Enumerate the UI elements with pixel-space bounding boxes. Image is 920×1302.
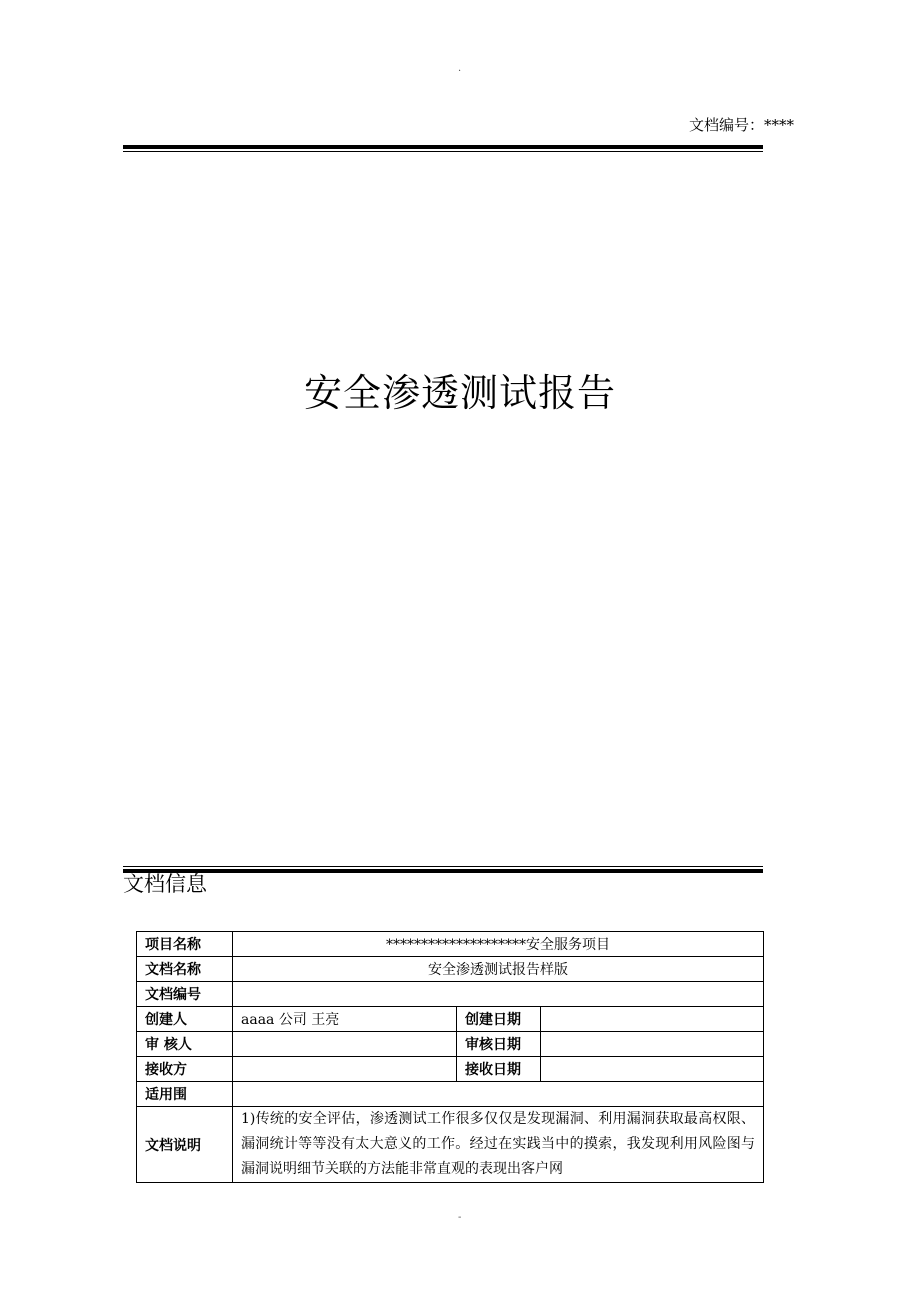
table-row <box>137 1082 764 1107</box>
table-row <box>137 957 764 982</box>
receiver-value <box>233 1057 457 1082</box>
header-dot: · <box>458 66 462 77</box>
reviewer-value <box>233 1032 457 1057</box>
report-title: 安全渗透测试报告 <box>303 371 616 415</box>
creator-value: aaaa 公司 王亮 <box>233 1007 457 1032</box>
receive-date-value <box>541 1057 764 1082</box>
scope-label: 适用围 <box>137 1082 233 1107</box>
create-date-value <box>541 1007 764 1032</box>
review-date-label: 审核日期 <box>457 1032 541 1057</box>
table-row <box>137 982 764 1007</box>
project-name-label: 项目名称 <box>137 932 233 957</box>
description-label: 文档说明 <box>137 1107 233 1183</box>
description-value: 1)传统的安全评估，渗透测试工作很多仅仅是发现漏洞、利用漏洞获取最高权限、漏洞统计等等没有太大意义的工作。经过在实践当中的摸索，我发现利用风险图与漏洞说明细节关联的方法能非常直观的表现出客户网 <box>233 1107 764 1183</box>
document-number: 文档编号：**** <box>688 116 794 134</box>
review-date-value <box>541 1032 764 1057</box>
section-rule-thick <box>123 869 763 873</box>
doc-number-value <box>233 982 764 1007</box>
receive-date-label: 接收日期 <box>457 1057 541 1082</box>
document-info-table <box>136 931 764 1183</box>
scope-value <box>233 1082 764 1107</box>
doc-name-value: 安全渗透测试报告样版 <box>233 957 764 982</box>
table-row <box>137 1032 764 1057</box>
reviewer-label: 审 核人 <box>137 1032 233 1057</box>
doc-number-label: 文档编号 <box>137 982 233 1007</box>
table-row <box>137 1007 764 1032</box>
creator-label: 创建人 <box>137 1007 233 1032</box>
footer-dot: - <box>458 1212 462 1223</box>
table-row <box>137 1107 764 1183</box>
project-name-value: ********************安全服务项目 <box>233 932 764 957</box>
doc-name-label: 文档名称 <box>137 957 233 982</box>
section-rule-thin <box>123 866 763 867</box>
section-heading-doc-info: 文档信息 <box>123 872 207 896</box>
table-row <box>137 1057 764 1082</box>
header-rule-thick <box>123 145 763 149</box>
table-row <box>137 932 764 957</box>
create-date-label: 创建日期 <box>457 1007 541 1032</box>
receiver-label: 接收方 <box>137 1057 233 1082</box>
header-rule-thin <box>123 151 763 152</box>
